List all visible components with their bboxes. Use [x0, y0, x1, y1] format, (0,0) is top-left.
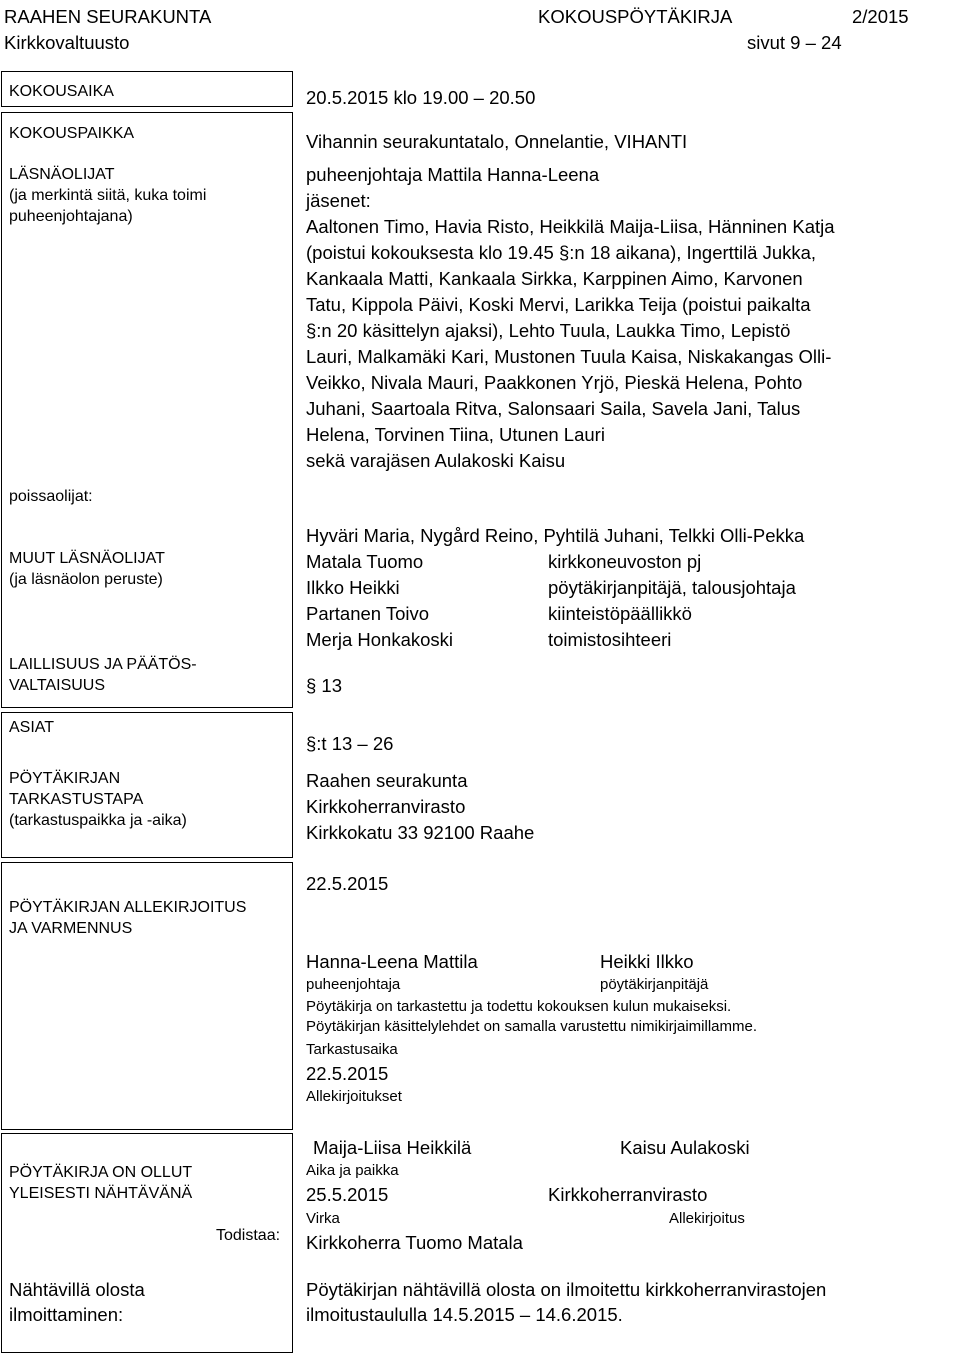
label-legality-1: LAILLISUUS JA PÄÄTÖS-	[9, 656, 197, 673]
checker-name: Maija-Liisa Heikkilä	[313, 1137, 472, 1158]
members-line: Tatu, Kippola Päivi, Koski Mervi, Larikka Teija (poistui paikalta	[306, 294, 811, 315]
label-signature-1: PÖYTÄKIRJAN ALLEKIRJOITUS	[9, 899, 247, 916]
other-role: toimistosihteeri	[548, 629, 672, 650]
other-role: pöytäkirjanpitäjä, talousjohtaja	[548, 577, 796, 598]
other-name: Ilkko Heikki	[306, 577, 400, 598]
check-time-label: Tarkastusaika	[306, 1041, 398, 1058]
absent-list: Hyväri Maria, Nygård Reino, Pyhtilä Juhani, Telkki Olli-Pekka	[306, 525, 805, 546]
label-absent: poissaolijat:	[9, 488, 93, 505]
members-line: Lauri, Malkamäki Kari, Mustonen Tuula Kaisa, Niskakangas Olli-	[306, 346, 832, 367]
chairperson: puheenjohtaja Mattila Hanna-Leena	[306, 164, 600, 185]
check-date: 22.5.2015	[306, 873, 389, 894]
attesting-official: Kirkkoherra Tuomo Matala	[306, 1232, 523, 1253]
signature-label: Allekirjoitus	[669, 1210, 745, 1227]
notice-line: ilmoitustaululla 14.5.2015 – 14.6.2015.	[306, 1304, 623, 1325]
signatures-label: Allekirjoitukset	[306, 1088, 402, 1105]
legality-section: § 13	[306, 675, 343, 696]
label-check-2: TARKASTUSTAPA	[9, 791, 144, 808]
members-line: §:n 20 käsittelyn ajaksi), Lehto Tuula, Laukka Timo, Lepistö	[306, 320, 791, 341]
checker-name: Kaisu Aulakoski	[620, 1137, 750, 1158]
label-display-1: PÖYTÄKIRJA ON OLLUT	[9, 1164, 193, 1181]
check-place-line: Kirkkoherranvirasto	[306, 796, 466, 817]
signer-title: puheenjohtaja	[306, 976, 401, 993]
page-range: sivut 9 – 24	[747, 32, 842, 53]
members-label: jäsenet:	[306, 190, 371, 211]
label-check-1: PÖYTÄKIRJAN	[9, 770, 121, 787]
label-notice-1: Nähtävillä olosta	[9, 1279, 145, 1300]
other-name: Partanen Toivo	[306, 603, 430, 624]
label-meeting-time: KOKOUSAIKA	[9, 83, 114, 100]
signer-name: Hanna-Leena Mattila	[306, 951, 478, 972]
meeting-time: 20.5.2015 klo 19.00 – 20.50	[306, 87, 536, 108]
document-number: 2/2015	[852, 6, 909, 27]
members-line: Aaltonen Timo, Havia Risto, Heikkilä Maija-Liisa, Hänninen Katja	[306, 216, 835, 237]
document-type: KOKOUSPÖYTÄKIRJA	[538, 6, 733, 27]
meeting-place: Vihannin seurakuntatalo, Onnelantie, VIHANTI	[306, 131, 688, 152]
deputy-member: sekä varajäsen Aulakoski Kaisu	[306, 450, 566, 471]
time-place-label: Aika ja paikka	[306, 1162, 399, 1179]
label-legality-2: VALTAISUUS	[9, 677, 106, 694]
organization-name: RAAHEN SEURAKUNTA	[4, 6, 212, 27]
check-place-line: Kirkkokatu 33 92100 Raahe	[306, 822, 535, 843]
signer-title: pöytäkirjanpitäjä	[600, 976, 709, 993]
label-check-3: (tarkastuspaikka ja -aika)	[9, 812, 187, 829]
office-label: Virka	[306, 1210, 340, 1227]
label-display-2: YLEISESTI NÄHTÄVÄNÄ	[9, 1185, 193, 1202]
check-place-line: Raahen seurakunta	[306, 770, 468, 791]
check-statement-1: Pöytäkirja on tarkastettu ja todettu kokouksen kulun mukaiseksi.	[306, 998, 732, 1015]
members-line: Juhani, Saartoala Ritva, Salonsaari Saila, Savela Jani, Talus	[306, 398, 801, 419]
other-name: Matala Tuomo	[306, 551, 424, 572]
members-line: Veikko, Nivala Mauri, Paakkonen Yrjö, Pieskä Helena, Pohto	[306, 372, 803, 393]
members-line: (poistui kokouksesta klo 19.45 §:n 18 aikana), Ingerttilä Jukka,	[306, 242, 817, 263]
items-range: §:t 13 – 26	[306, 733, 394, 754]
check-time: 22.5.2015	[306, 1063, 389, 1084]
members-line: Helena, Torvinen Tiina, Utunen Lauri	[306, 424, 605, 445]
check-statement-2: Pöytäkirjan käsittelylehdet on samalla varustettu nimikirjaimillamme.	[306, 1018, 758, 1035]
notice-line: Pöytäkirjan nähtävillä olosta on ilmoitettu kirkkoherranvirastojen	[306, 1279, 827, 1300]
display-date: 25.5.2015	[306, 1184, 389, 1205]
label-notice-2: ilmoittaminen:	[9, 1304, 124, 1325]
other-role: kirkkoneuvoston pj	[548, 551, 702, 572]
members-list	[306, 214, 951, 448]
label-present: LÄSNÄOLIJAT	[9, 166, 115, 183]
label-others: MUUT LÄSNÄOLIJAT	[9, 550, 165, 567]
label-present-note-1: (ja merkintä siitä, kuka toimi	[9, 187, 207, 204]
label-signature-2: JA VARMENNUS	[9, 920, 133, 937]
label-items: ASIAT	[9, 719, 55, 736]
other-role: kiinteistöpäällikkö	[548, 603, 692, 624]
body-name: Kirkkovaltuusto	[4, 32, 130, 53]
label-meeting-place: KOKOUSPAIKKA	[9, 125, 135, 142]
display-place: Kirkkoherranvirasto	[548, 1184, 708, 1205]
members-line: Kankaala Matti, Kankaala Sirkka, Karppinen Aimo, Karvonen	[306, 268, 803, 289]
label-present-note-2: puheenjohtajana)	[9, 208, 133, 225]
label-others-note: (ja läsnäolon peruste)	[9, 571, 163, 588]
label-attest: Todistaa:	[216, 1227, 281, 1244]
other-name: Merja Honkakoski	[306, 629, 454, 650]
signer-name: Heikki Ilkko	[600, 951, 694, 972]
